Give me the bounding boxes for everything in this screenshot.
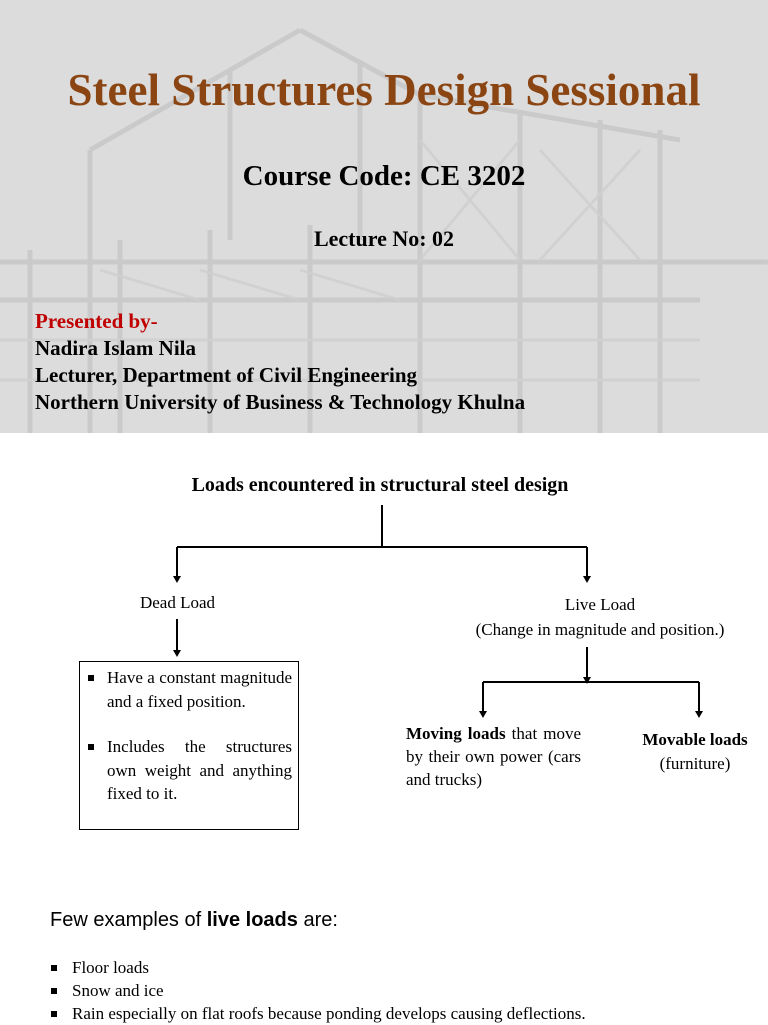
lecture-number: Lecture No: 02: [313, 226, 455, 251]
dead-load-description-box: [79, 661, 299, 830]
presenter-university: Northern University of Business & Technology Khulna: [35, 390, 526, 414]
square-bullet-icon: [88, 675, 94, 681]
live-load-examples-list: [50, 956, 586, 1025]
live-load-sublabel: (Change in magnitude and position.): [475, 620, 725, 639]
presenter-name: Nadira Islam Nila: [35, 336, 197, 360]
slide-title: Steel Structures Design Sessional: [67, 65, 701, 115]
diagram-title: Loads encountered in structural steel design: [191, 474, 569, 496]
live-load-node: [440, 592, 760, 642]
moving-loads-node: [406, 722, 581, 791]
square-bullet-icon: [51, 1011, 57, 1017]
title-slide: [0, 0, 768, 433]
dead-load-node: Dead Load: [139, 593, 216, 612]
square-bullet-icon: [51, 988, 57, 994]
square-bullet-icon: [51, 965, 57, 971]
moving-loads-description: that move by their own power (cars and trucks): [406, 724, 581, 789]
dead-load-point: Have a constant magnitude and a fixed position.: [88, 666, 292, 713]
movable-loads-node: [625, 728, 765, 776]
list-item: Floor loads: [50, 956, 586, 979]
movable-loads-description: (furniture): [659, 754, 731, 773]
list-item: Rain especially on flat roofs because ponding develops causing deflections.: [50, 1002, 586, 1025]
presenter-block: [35, 308, 525, 416]
presented-by-label: Presented by-: [35, 309, 158, 333]
course-code: Course Code: CE 3202: [242, 160, 526, 192]
moving-loads-name: Moving loads: [406, 724, 506, 743]
live-load-label: Live Load: [564, 595, 636, 614]
dead-load-point: Includes the structures own weight and anything fixed to it.: [88, 735, 292, 806]
presenter-position: Lecturer, Department of Civil Engineering: [35, 363, 418, 387]
examples-intro: Few examples of live loads are:: [50, 909, 338, 931]
movable-loads-name: Movable loads: [642, 730, 748, 749]
list-item: Snow and ice: [50, 979, 586, 1002]
square-bullet-icon: [88, 744, 94, 750]
